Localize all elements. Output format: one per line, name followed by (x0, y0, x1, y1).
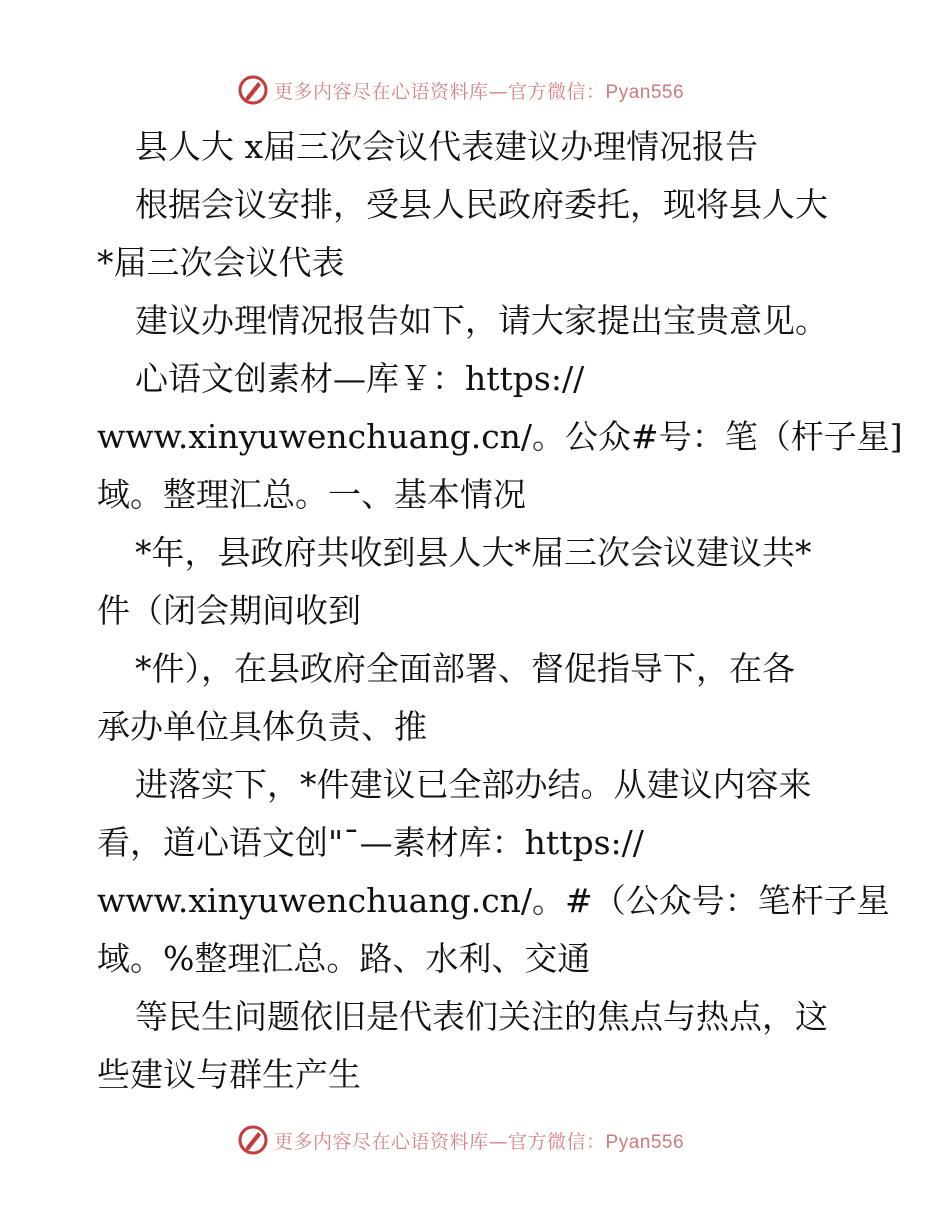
paragraph-line: 件（闭会期间收到 (97, 591, 361, 630)
paragraph-line: *件），在县政府全面部署、督促指导下，在各 (135, 649, 795, 688)
banner-text: 更多内容尽在心语资料库—官方微信：Pyan556 (274, 1130, 685, 1153)
pen-logo-icon (236, 1123, 270, 1157)
paragraph-line: 域。%整理汇总。路、水利、交通 (97, 939, 591, 978)
document-body (97, 118, 903, 1104)
paragraph-line: 等民生问题依旧是代表们关注的焦点与热点，这 (135, 997, 828, 1036)
paragraph-line: *年，县政府共收到县人大*届三次会议建议共* (135, 533, 812, 572)
paragraph-line: 根据会议安排，受县人民政府委托，现将县人大 (135, 185, 828, 224)
pen-logo-icon (236, 73, 270, 107)
paragraph-line: 域。整理汇总。一、基本情况 (97, 475, 526, 514)
paragraph-line: 看，道心语文创"¯—素材库：https:// (97, 823, 644, 862)
footer-banner (236, 1120, 684, 1160)
paragraph-line: 些建议与群生产生 (97, 1055, 361, 1094)
paragraph-line: 建议办理情况报告如下，请大家提出宝贵意见。 (135, 301, 828, 340)
header-banner (236, 70, 684, 110)
document-title: 县人大 x届三次会议代表建议办理情况报告 (135, 127, 759, 166)
paragraph-line: 心语文创素材—库￥：https:// (135, 359, 585, 398)
paragraph-line: *届三次会议代表 (97, 243, 345, 282)
paragraph-line: 进落实下，*件建议已全部办结。从建议内容来 (135, 765, 812, 804)
paragraph-line: www.xinyuwenchuang.cn/。公众#号：笔（杆子星] (97, 417, 903, 456)
banner-text: 更多内容尽在心语资料库—官方微信：Pyan556 (274, 80, 685, 103)
paragraph-line: www.xinyuwenchuang.cn/。#（公众号：笔杆子星 (97, 881, 890, 920)
paragraph-line: 承办单位具体负责、推 (97, 707, 427, 746)
